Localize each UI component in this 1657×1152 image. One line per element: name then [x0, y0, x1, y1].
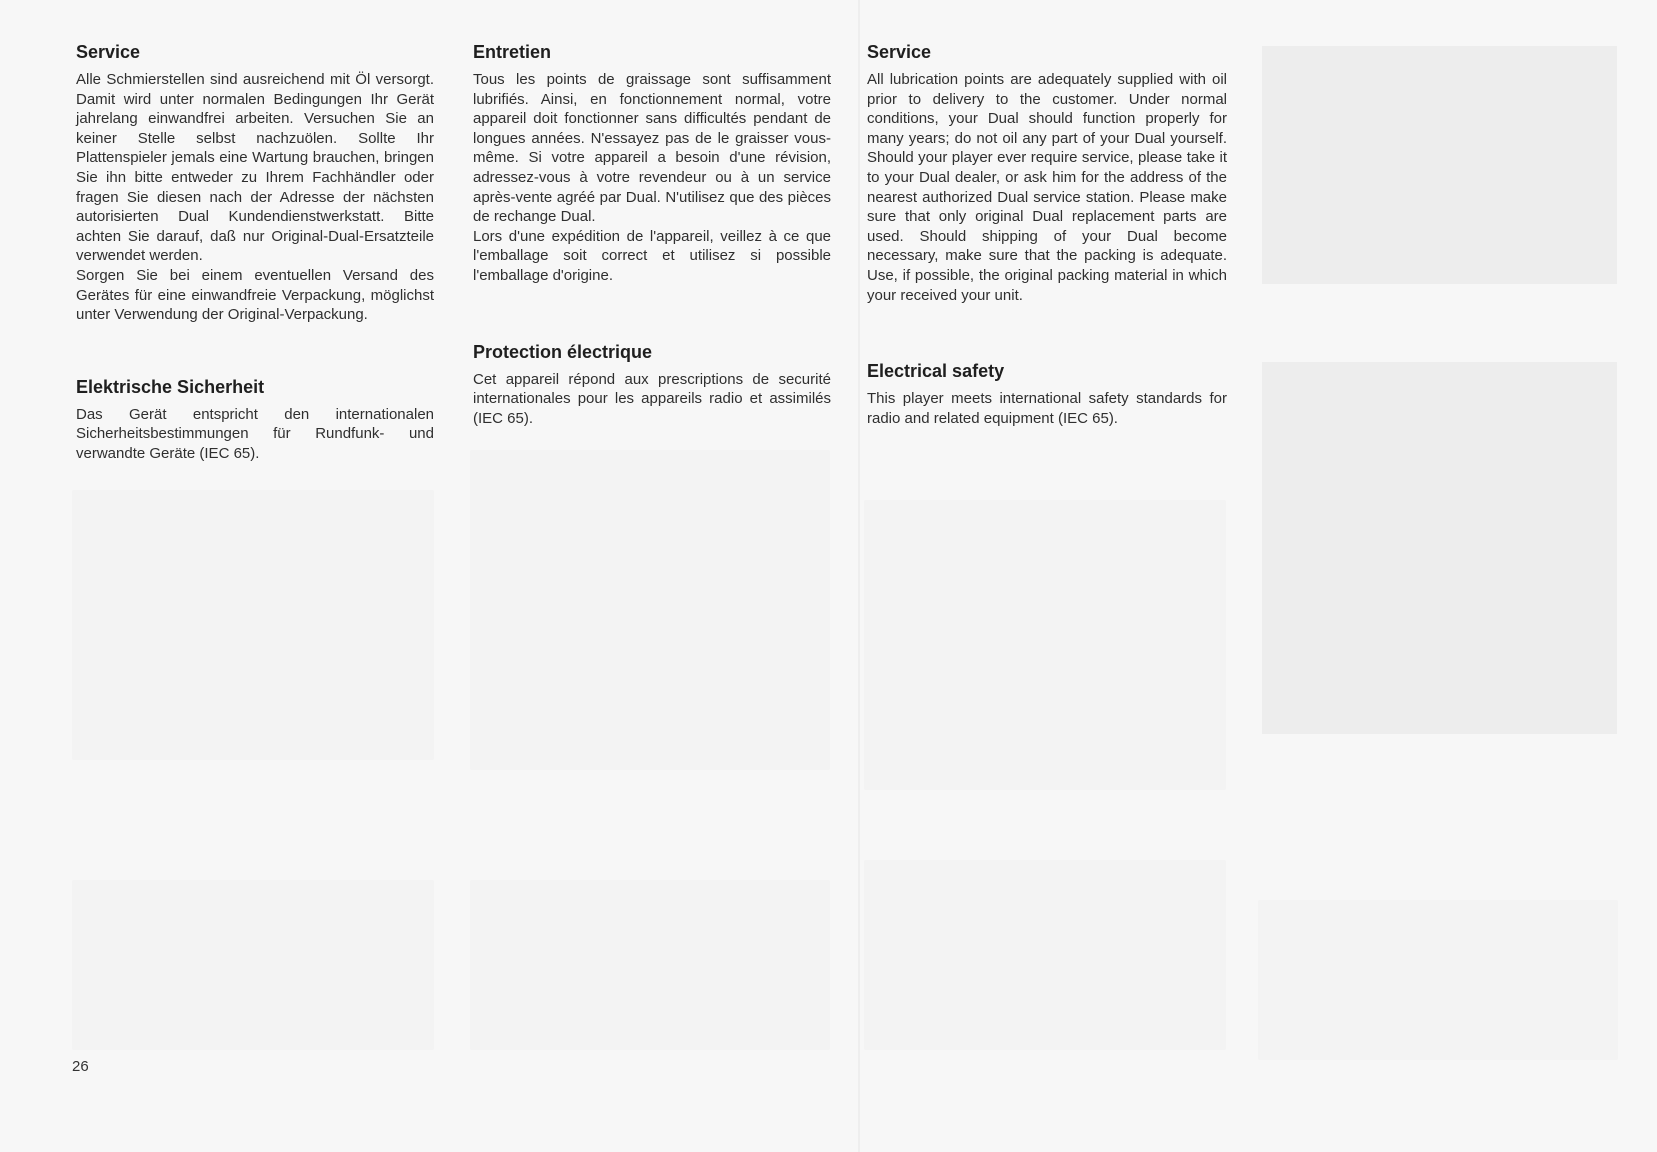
paragraph-safety-en: This player meets international safety standards for radio and related equipment (IEC 65).	[867, 390, 1227, 427]
heading-service-fr: Entretien	[473, 42, 552, 62]
showthrough-block-fr	[470, 450, 830, 770]
heading-safety-de: Elektrische Sicherheit	[76, 376, 265, 397]
column-english	[867, 40, 1227, 428]
showthrough-image-top	[1262, 46, 1617, 284]
showthrough-block-en	[864, 500, 1226, 790]
paragraph-service-en: All lubrication points are adequately supplied with oil prior to delivery to the customer. Under normal conditions, your Dual should function properly for many years; do not oil any part of your Dual yourself. Should your player ever require service, please take it to your Dual dealer, or ask him for the address of the nearest authorized Dual service station. Please make sure that only original Dual replacement parts are used. Should shipping of your Dual become necessary, make sure that the packing is adequate. Use, if possible, the original packing material in which your received your unit.	[867, 71, 1227, 304]
heading-service-de: Service	[76, 42, 141, 62]
showthrough-block-bottom-de	[72, 880, 434, 1050]
column-german	[76, 40, 434, 464]
showthrough-image-middle	[1262, 362, 1617, 734]
paragraph-safety-de: Das Gerät entspricht den internationalen Sicherheitsbestimmungen für Rundfunk- und verwandte Geräte (IEC 65).	[76, 405, 434, 462]
showthrough-block-bottom-en	[864, 860, 1226, 1050]
heading-safety-en: Electrical safety	[867, 361, 1005, 382]
heading-service-en: Service	[867, 42, 932, 62]
showthrough-block-bottom-fr	[470, 880, 830, 1050]
paragraph-service-fr-1: Tous les points de graissage sont suffisamment lubrifiés. Ainsi, en fonctionnement normal, votre appareil doit fonctionner sans difficultés pendant de longues années. N'essayez pas de le graisser vous-même. Si votre appareil a besoin d'une révision, adressez-vous à votre revendeur ou à un service après-vente agréé par Dual. N'utilisez que des pièces de rechange Dual.	[473, 71, 831, 226]
paragraph-service-fr-2: Lors d'une expédition de l'appareil, veillez à ce que l'emballage soit correct et utilisez si possible l'emballage d'origine.	[473, 227, 831, 284]
page-number: 26	[72, 1058, 89, 1075]
column-french	[473, 40, 831, 428]
showthrough-block-bottom-right	[1258, 900, 1618, 1060]
page-gutter	[858, 0, 860, 1152]
paragraph-safety-fr: Cet appareil répond aux prescriptions de securité internationales pour les appareils radio et assimilés (IEC 65).	[473, 370, 831, 427]
showthrough-block-de	[72, 490, 434, 760]
heading-safety-fr: Protection électrique	[473, 341, 653, 362]
paragraph-service-de-2: Sorgen Sie bei einem eventuellen Versand des Gerätes für eine einwandfreie Verpackung, möglichst unter Verwendung der Original-Verpackung.	[76, 266, 434, 324]
paragraph-service-de-1: Alle Schmierstellen sind ausreichend mit Öl versorgt. Damit wird unter normalen Bedingungen Ihr Gerät jahrelang einwandfrei arbeiten. Versuchen Sie an keiner Stelle selbst nachzuölen. Sollte Ihr Plattenspieler jemals eine Wartung brauchen, bringen Sie ihn bitte entweder zu Ihrem Fachhändler oder fragen Sie diesen nach der Adresse der nächsten autorisierten Dual Kundendienstwerkstatt. Bitte achten Sie darauf, daß nur Original-Dual-Ersatzteile verwendet werden.	[76, 71, 434, 265]
